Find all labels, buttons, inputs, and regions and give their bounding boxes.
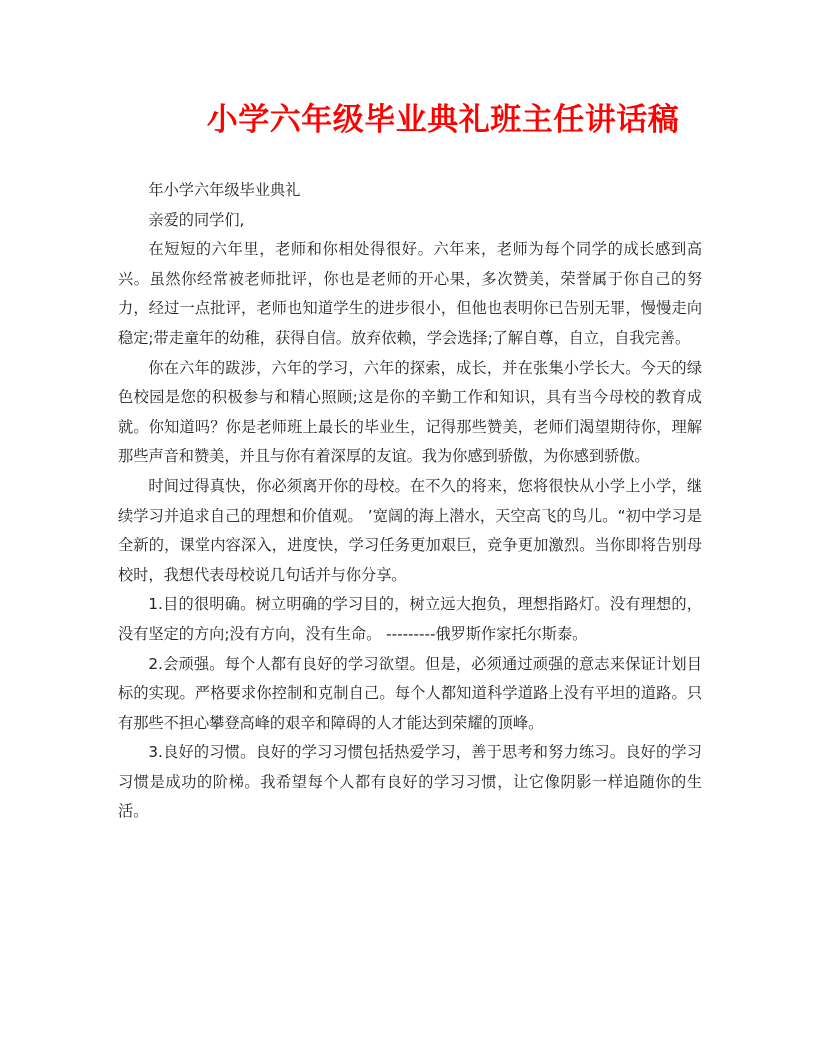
- paragraph-point-1: 1.目的很明确。树立明确的学习目的，树立远大抱负，理想指路灯。没有理想的，没有坚定的方向;没有方向，没有生命。 ---------俄罗斯作家托尔斯泰。: [118, 595, 702, 643]
- paragraph-growth: 你在六年的跋涉，六年的学习，六年的探索，成长，并在张集小学长大。今天的绿色校园是您的积极参与和精心照顾;这是你的辛勤工作和知识，具有当今母校的教育成就。你知道吗？你是老师班上最长的毕业生，记得那些赞美，老师们渴望期待你，理解那些声音和赞美，并且与你有着深厚的友谊。我为你感到骄傲，为你感到骄傲。: [118, 358, 702, 466]
- document-title: 小学六年级毕业典礼班主任讲话稿: [206, 102, 680, 138]
- document-body: [118, 176, 702, 827]
- paragraph-farewell: 时间过得真快，你必须离开你的母校。在不久的将来，您将很快从小学上小学，继续学习并追求自己的理想和价值观。 ’宽阔的海上潜水，天空高飞的鸟儿。“初中学习是全新的，课堂内容深入，进度快，学习任务更加艰巨，竞争更加激烈。当你即将告别母校时，我想代表母校说几句话并与你分享。: [118, 476, 702, 584]
- paragraph-point-2: 2.会顽强。每个人都有良好的学习欲望。但是，必须通过顽强的意志来保证计划目标的实现。严格要求你控制和克制自己。每个人都知道科学道路上没有平坦的道路。只有那些不担心攀登高峰的艰辛和障碍的人才能达到荣耀的顶峰。: [118, 654, 702, 732]
- paragraph-six-years: 在短短的六年里，老师和你相处得很好。六年来，老师为每个同学的成长感到高兴。虽然你经常被老师批评，你也是老师的开心果，多次赞美，荣誉属于你自己的努力，经过一点批评，老师也知道学生的进步很小，但他也表明你已告别无罪，慢慢走向稳定;带走童年的幼稚，获得自信。放弃依赖，学会选择;了解自尊，自立，自我完善。: [118, 240, 702, 347]
- paragraph-point-3: 3.良好的习惯。良好的学习习惯包括热爱学习，善于思考和努力练习。良好的学习习惯是成功的阶梯。我希望每个人都有良好的学习习惯，让它像阴影一样追随你的生活。: [118, 743, 702, 821]
- paragraph-greeting: 亲爱的同学们,: [148, 210, 245, 229]
- paragraph-ceremony: 年小学六年级毕业典礼: [148, 181, 301, 199]
